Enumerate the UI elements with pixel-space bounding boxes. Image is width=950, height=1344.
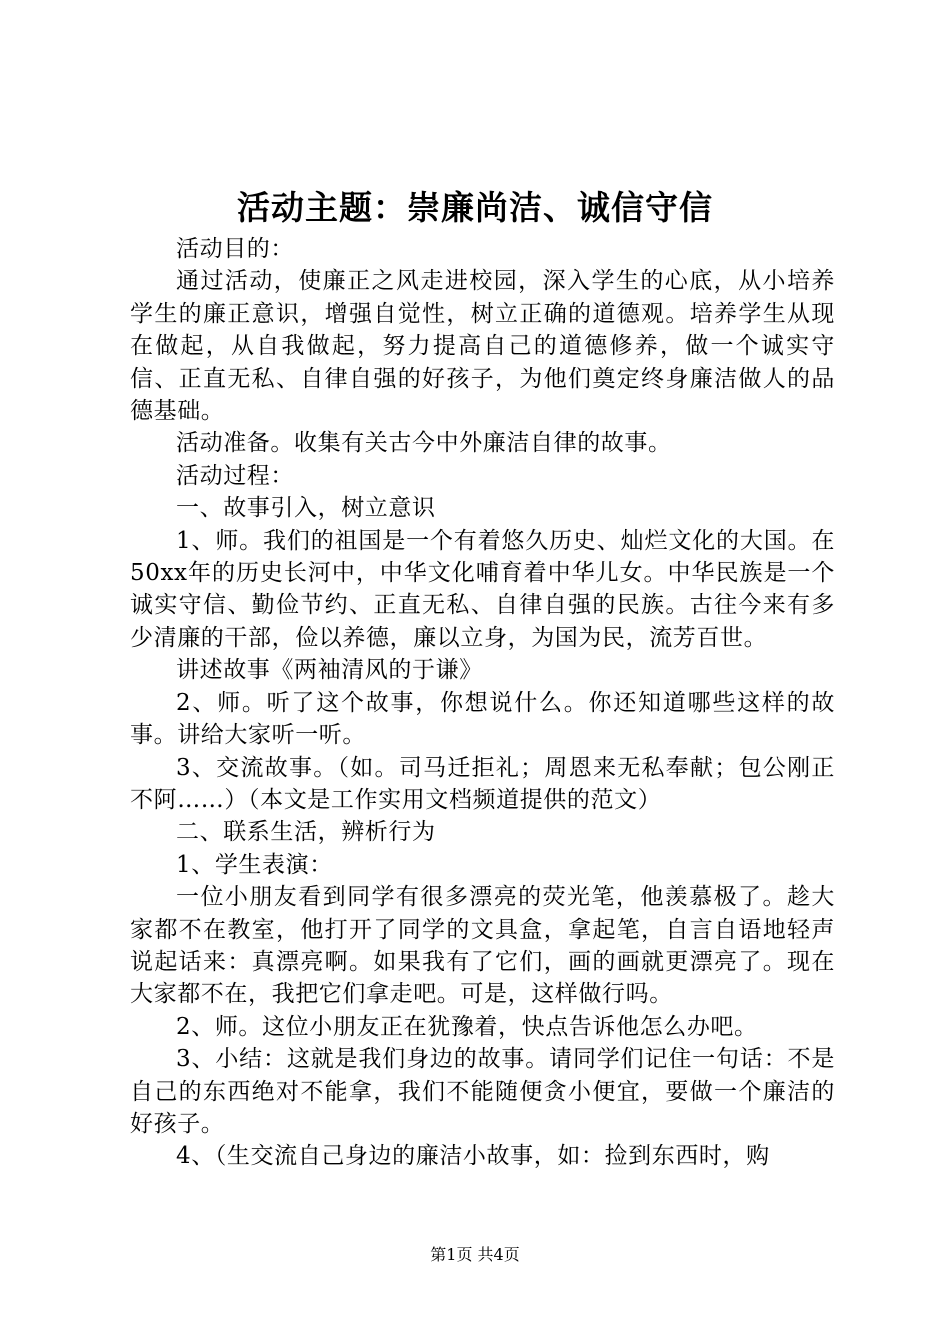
paragraph-performance-scene: 一位小朋友看到同学有很多漂亮的荧光笔，他羡慕极了。趁大家都不在教室，他打开了同学的文具盒，拿起笔，自言自语地轻声说起话来：真漂亮啊。如果我有了它们，画的画就更漂亮了。现在大家都不在，我把它们拿走吧。可是，这样做行吗。 xyxy=(130,884,835,1008)
paragraph-story-exchange: 3、交流故事。（如。司马迁拒礼；周恩来无私奉献；包公刚正不阿……）（本文是工作实用文档频道提供的范文） xyxy=(130,754,835,813)
paragraph-story: 讲述故事《两袖清风的于谦》 xyxy=(176,657,483,684)
section-heading-1: 一、故事引入，树立意识 xyxy=(176,495,436,522)
paragraph-purpose-heading: 活动目的： xyxy=(176,236,294,262)
document-title: 活动主题：崇廉尚洁、诚信守信 xyxy=(237,188,713,227)
document-body xyxy=(130,233,835,1173)
section-heading-2: 二、联系生活，辨析行为 xyxy=(176,819,436,846)
paragraph-teacher-question: 2、师。听了这个故事，你想说什么。你还知道哪些这样的故事。讲给大家听一听。 xyxy=(130,689,835,749)
paragraph-purpose: 通过活动，使廉正之风走进校园，深入学生的心底，从小培养学生的廉正意识，增强自觉性，树立正确的道德观。培养学生从现在做起，从自我做起，努力提高自己的道德修养，做一个诚实守信、正直无私、自律自强的好孩子，为他们奠定终身廉洁做人的品德基础。 xyxy=(130,268,835,425)
paragraph-exchange-stories: 4、（生交流自己身边的廉洁小故事，如：捡到东西时，购 xyxy=(176,1143,770,1170)
paragraph-summary: 3、小结：这就是我们身边的故事。请同学们记住一句话：不是自己的东西绝对不能拿，我们不能随便贪小便宜，要做一个廉洁的好孩子。 xyxy=(130,1046,835,1137)
paragraph-process-heading: 活动过程： xyxy=(176,462,294,489)
paragraph-teacher-intro: 1、师。我们的祖国是一个有着悠久历史、灿烂文化的大国。在50xx年的历史长河中，中华文化哺育着中华儿女。中华民族是一个诚实守信、勤俭节约、正直无私、自律自强的民族。古往今来有多少清廉的干部，俭以养德，廉以立身，为国为民，流芳百世。 xyxy=(130,527,835,651)
paragraph-preparation: 活动准备。收集有关古今中外廉洁自律的故事。 xyxy=(176,430,672,457)
paragraph-teacher-prompt: 2、师。这位小朋友正在犹豫着，快点告诉他怎么办吧。 xyxy=(176,1013,758,1040)
paragraph-student-performance: 1、学生表演： xyxy=(176,851,333,878)
page-number-footer: 第1页 共4页 xyxy=(430,1245,520,1264)
